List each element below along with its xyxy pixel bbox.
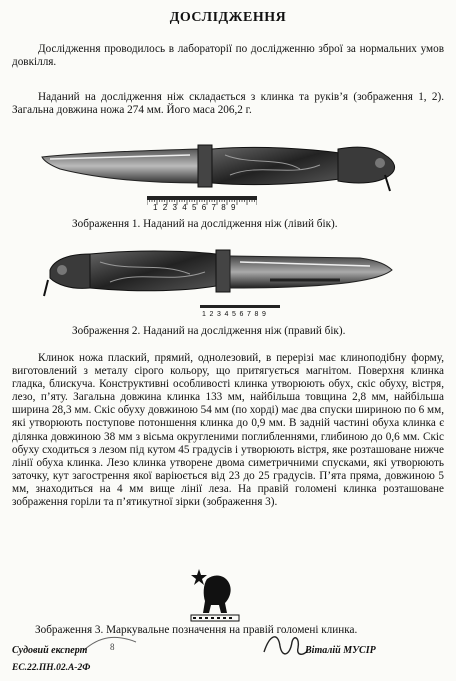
caption-image-1: Зображення 1. Наданий на дослідження ніж (лівий бік). <box>72 218 338 230</box>
ruler-number: 6 <box>201 203 212 212</box>
ruler-number: 1 <box>202 311 210 318</box>
expert-name: Віталій МУСІР <box>305 645 376 656</box>
knife-left-side-image <box>40 135 400 205</box>
caption-image-2: Зображення 2. Наданий на дослідження ніж (правий бік). <box>72 325 346 337</box>
ruler-number: 4 <box>182 203 192 212</box>
ruler-number: 2 <box>209 311 217 318</box>
signature-image <box>260 628 310 662</box>
ruler-number: 7 <box>247 311 255 318</box>
description-paragraph: Наданий на дослідження ніж складається з клинка та руків’я (зображення 1, 2). Загальна довжина ножа 274 мм. Його маса 206,2 г. <box>12 91 444 117</box>
gorilla-star-marking-image <box>185 565 245 625</box>
document-code: ЕС.22.ПН.02.А-2Ф <box>12 663 91 673</box>
ruler-number: 8 <box>254 311 262 318</box>
page-title: ДОСЛІДЖЕННЯ <box>169 10 287 25</box>
ruler-number: 3 <box>172 203 183 212</box>
ruler-number: 7 <box>211 203 222 212</box>
blade-description-paragraph: Клинок ножа плаский, прямий, однолезовий, в перерізі має клиноподібну форму, виготовлений з металу сірого кольору, що притягується магнітом. Поверхня клинка гладка, блискуча. Конструктивні особливості клинка утворюють обух, скіс обуху, вістря, лезо, п’яту. Загальна довжина клинка 133 мм, найбільша товщина 2,8 мм, найбільша ширина 28,3 мм. Скіс обуху довжиною 54 мм (по хорді) має два спуски шириною по 6 мм, які утворюють поступове потоншення клинка до 0,9 мм. В задній частині обуха клинка є ділянка довжиною 38 мм з вісьма округленими поглибленнями, глибиною до 0,6 мм. Скіс обуху сходиться з лезом під кутом 45 градусів і утворюють вістря, яке розташоване нижче лінії обуха клинка. Лезо клинка утворене двома симетричними спусками, які утворюють заточку, кут загострення якої варіюється від 23 до 25 градусів. П’ята пряма, довжиною 5 мм, знаходиться на 4 мм вище лінії леза. На правій голомені клинка розташоване зображення горіли та п’ятикутної зірки (зображення 3). <box>12 352 444 509</box>
ruler-number: 1 <box>153 203 163 212</box>
ruler-number: 6 <box>239 311 247 318</box>
ruler-number: 3 <box>217 311 225 318</box>
intro-paragraph: Дослідження проводилось в лабораторії по дослідженню зброї за нормальних умов довкілля. <box>12 43 444 69</box>
caption-image-3: Зображення 3. Маркувальне позначення на правій голомені клинка. <box>35 624 358 636</box>
ruler-number: 5 <box>232 311 240 318</box>
ruler-2-numbers <box>202 311 270 318</box>
ruler-number: 4 <box>224 311 232 318</box>
ruler-number: 9 <box>231 203 241 212</box>
ruler-number: 2 <box>162 203 173 212</box>
stamp-mark <box>80 630 140 654</box>
knife-right-side-image <box>40 240 400 310</box>
expert-label: Судовий експерт <box>12 645 88 656</box>
ruler-number: 9 <box>262 311 270 318</box>
ruler-number: 5 <box>192 203 202 212</box>
svg-text:8: 8 <box>110 642 115 652</box>
ruler-number: 8 <box>221 203 231 212</box>
ruler-1-numbers <box>153 203 241 212</box>
